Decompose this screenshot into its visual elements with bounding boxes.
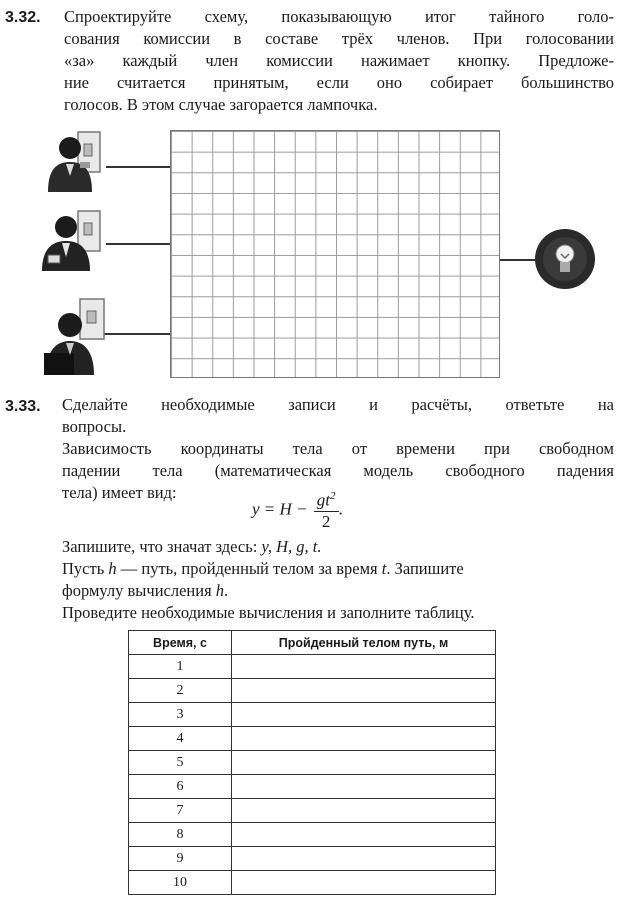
table-row — [129, 799, 496, 823]
time-cell: 9 — [129, 847, 232, 871]
write-prefix: Запишите, что значат здесь: — [62, 537, 258, 556]
variable-h: h — [108, 559, 117, 578]
table-header-row — [129, 631, 496, 655]
table-row — [129, 727, 496, 751]
table-row — [129, 871, 496, 895]
table-row — [129, 655, 496, 679]
numerator-text: gt — [316, 490, 330, 510]
table-row — [129, 847, 496, 871]
path-cell[interactable] — [232, 655, 496, 679]
task-332-text — [64, 6, 614, 116]
table-row — [129, 775, 496, 799]
time-cell: 7 — [129, 799, 232, 823]
text-fragment: . — [224, 581, 229, 600]
voter-icon — [42, 128, 110, 194]
column-header-time: Время, с — [129, 631, 232, 655]
text-fragment: Пусть — [62, 559, 105, 578]
formula-numerator — [314, 490, 339, 512]
text-line: Зависимость координаты тела от времени при свободном — [62, 439, 614, 458]
text-line — [62, 580, 614, 602]
wire-lamp — [500, 259, 536, 261]
text-line: Спроектируйте схему, показывающую итог тайного голо- — [64, 7, 614, 26]
voter-icon — [40, 295, 110, 379]
text-line: голосов. В этом случае загорается лампочка. — [64, 95, 378, 114]
time-cell: 1 — [129, 655, 232, 679]
text-line — [62, 536, 614, 558]
time-cell: 2 — [129, 679, 232, 703]
text-fragment: — путь, пройденный телом за время — [120, 559, 378, 578]
text-fragment: формулу вычисления — [62, 581, 212, 600]
wire-voter-3 — [104, 333, 170, 335]
path-cell[interactable] — [232, 775, 496, 799]
path-cell[interactable] — [232, 799, 496, 823]
formula-fraction — [314, 490, 339, 532]
formula-exponent: 2 — [330, 490, 336, 502]
wire-voter-2 — [106, 243, 170, 245]
path-cell[interactable] — [232, 823, 496, 847]
formula-denominator: 2 — [321, 511, 331, 531]
time-cell: 6 — [129, 775, 232, 799]
path-cell[interactable] — [232, 751, 496, 775]
light-bulb-icon — [532, 226, 598, 292]
variable-h: h — [215, 581, 225, 600]
table-row — [129, 823, 496, 847]
text-line: падении тела (математическая модель свободного падения — [62, 461, 614, 480]
fall-table — [128, 630, 496, 895]
table-row — [129, 703, 496, 727]
voter-icon — [38, 207, 110, 273]
task-number-332: 3.32. — [5, 9, 41, 26]
path-cell[interactable] — [232, 871, 496, 895]
text-line — [62, 558, 614, 580]
text-fragment: . Запишите — [386, 559, 464, 578]
text-line: ние считается принятым, если оно собирает большинство — [64, 73, 614, 92]
column-header-path: Пройденный телом путь, м — [232, 631, 496, 655]
path-cell[interactable] — [232, 679, 496, 703]
text-line: Проведите необходимые вычисления и заполните таблицу. — [62, 603, 475, 622]
table-row — [129, 751, 496, 775]
table-row — [129, 679, 496, 703]
time-cell: 3 — [129, 703, 232, 727]
path-cell[interactable] — [232, 703, 496, 727]
text-line: сования комиссии в составе трёх членов. При голосовании — [64, 29, 614, 48]
text-line: «за» каждый член комиссии нажимает кнопку. Предложе- — [64, 51, 614, 70]
drawing-grid[interactable] — [170, 130, 500, 378]
time-cell: 4 — [129, 727, 232, 751]
path-cell[interactable] — [232, 847, 496, 871]
task-333-questions — [62, 536, 614, 624]
wire-voter-1 — [106, 166, 170, 168]
time-cell: 5 — [129, 751, 232, 775]
free-fall-formula — [252, 490, 343, 532]
task-number-333: 3.33. — [5, 398, 41, 415]
text-line: тела) имеет вид: — [62, 483, 177, 502]
task-333-intro — [62, 394, 614, 438]
formula-end: . — [338, 499, 343, 519]
formula-lhs: y = H − — [252, 499, 308, 519]
time-cell: 8 — [129, 823, 232, 847]
variables-list: y, H, g, t. — [261, 537, 322, 556]
time-cell: 10 — [129, 871, 232, 895]
variable-t: t — [381, 559, 387, 578]
text-line: вопросы. — [62, 417, 127, 436]
text-line: Сделайте необходимые записи и расчёты, ответьте на — [62, 395, 614, 414]
path-cell[interactable] — [232, 727, 496, 751]
